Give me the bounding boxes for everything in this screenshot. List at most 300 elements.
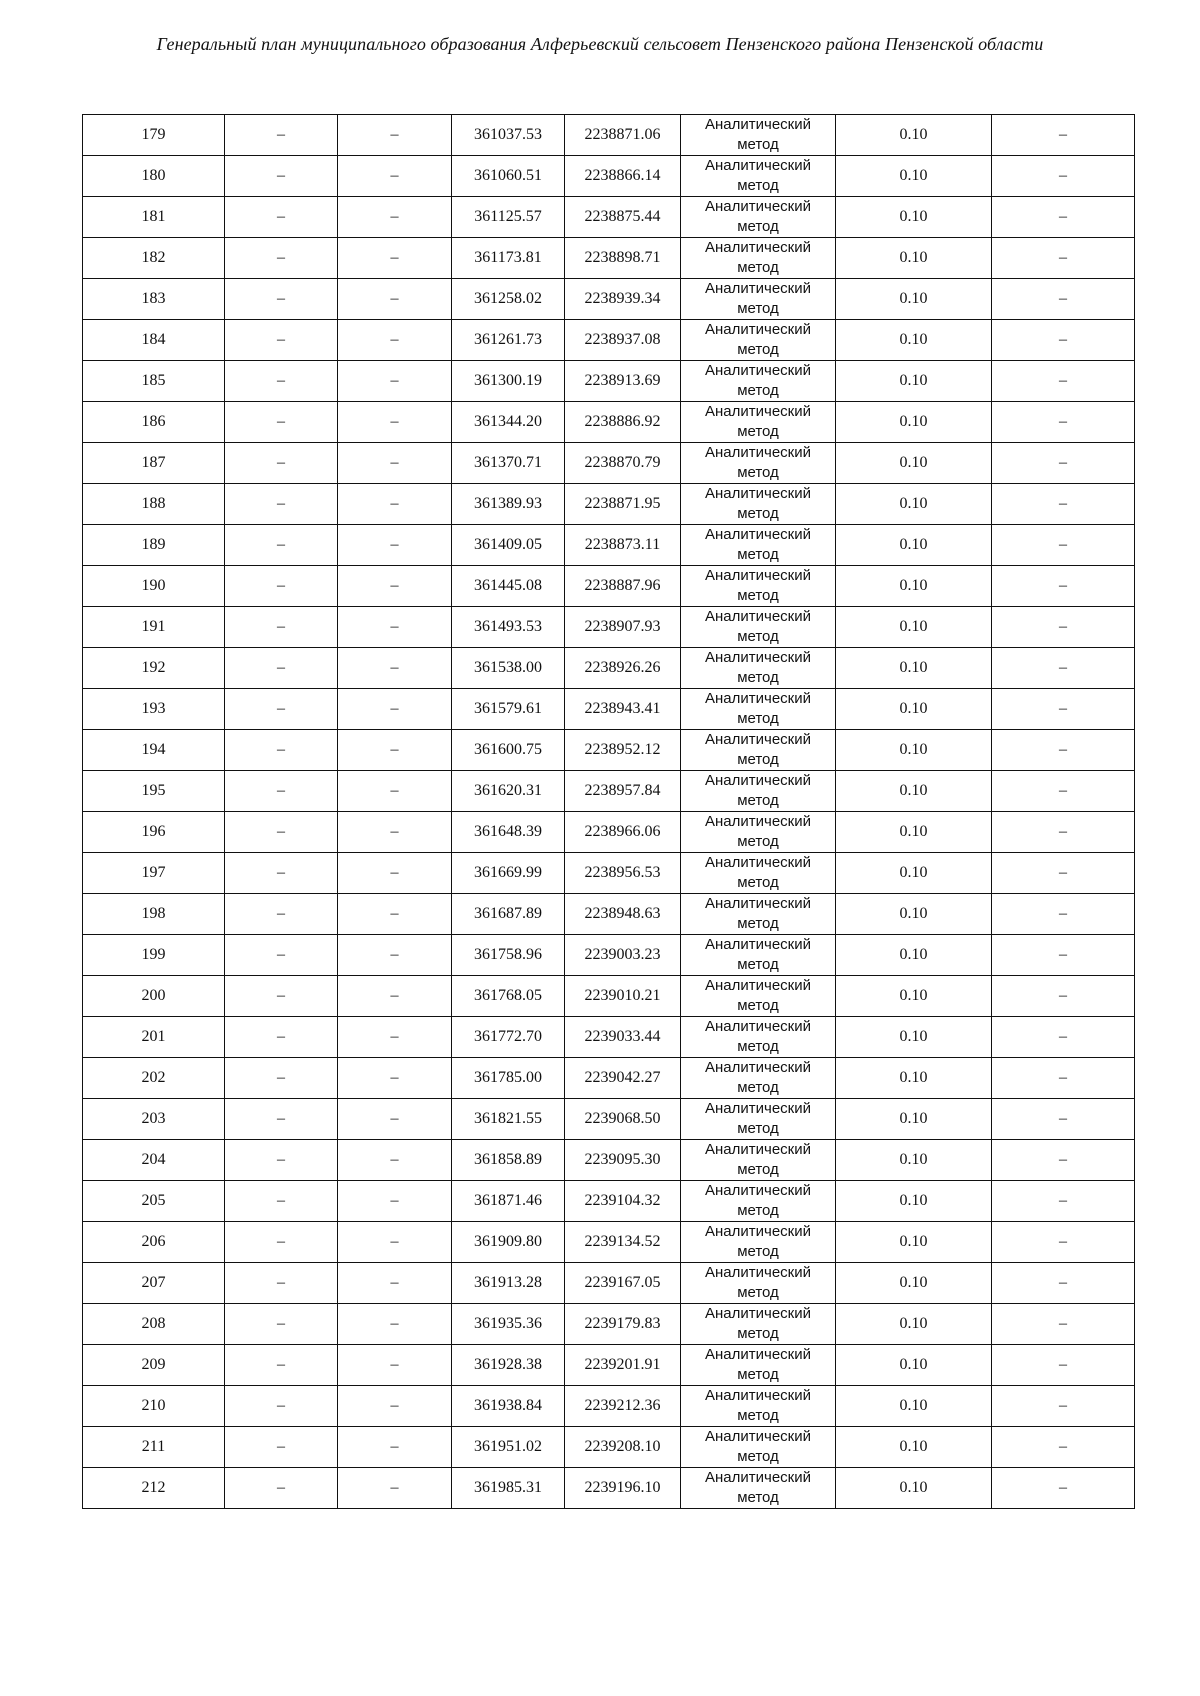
x-coordinate-cell: 361300.19 bbox=[452, 361, 565, 402]
accuracy-cell: 0.10 bbox=[836, 1386, 992, 1427]
accuracy-cell: 0.10 bbox=[836, 607, 992, 648]
accuracy-cell: 0.10 bbox=[836, 1017, 992, 1058]
column-8-cell: – bbox=[992, 976, 1135, 1017]
y-coordinate-cell: 2239104.32 bbox=[565, 1181, 681, 1222]
method-line-2: метод bbox=[737, 587, 779, 604]
accuracy-cell: 0.10 bbox=[836, 771, 992, 812]
point-number-cell: 180 bbox=[83, 156, 225, 197]
method-line-1: Аналитический bbox=[705, 485, 811, 502]
method-line-1: Аналитический bbox=[705, 1469, 811, 1486]
column-8-cell: – bbox=[992, 566, 1135, 607]
point-number-cell: 200 bbox=[83, 976, 225, 1017]
accuracy-cell: 0.10 bbox=[836, 197, 992, 238]
table-row bbox=[83, 1345, 1135, 1386]
y-coordinate-cell: 2239208.10 bbox=[565, 1427, 681, 1468]
accuracy-cell: 0.10 bbox=[836, 730, 992, 771]
table-row bbox=[83, 443, 1135, 484]
y-coordinate-cell: 2238937.08 bbox=[565, 320, 681, 361]
method-line-2: метод bbox=[737, 915, 779, 932]
method-cell bbox=[681, 402, 836, 443]
method-cell bbox=[681, 648, 836, 689]
method-line-1: Аналитический bbox=[705, 690, 811, 707]
method-cell bbox=[681, 1140, 836, 1181]
x-coordinate-cell: 361261.73 bbox=[452, 320, 565, 361]
method-line-1: Аналитический bbox=[705, 1387, 811, 1404]
method-cell bbox=[681, 1099, 836, 1140]
point-number-cell: 192 bbox=[83, 648, 225, 689]
accuracy-cell: 0.10 bbox=[836, 1345, 992, 1386]
method-line-1: Аналитический bbox=[705, 280, 811, 297]
column-8-cell: – bbox=[992, 197, 1135, 238]
accuracy-cell: 0.10 bbox=[836, 1058, 992, 1099]
column-2-cell: – bbox=[225, 1386, 338, 1427]
x-coordinate-cell: 361821.55 bbox=[452, 1099, 565, 1140]
point-number-cell: 208 bbox=[83, 1304, 225, 1345]
method-line-2: метод bbox=[737, 1243, 779, 1260]
column-2-cell: – bbox=[225, 1427, 338, 1468]
column-2-cell: – bbox=[225, 361, 338, 402]
table-row bbox=[83, 1099, 1135, 1140]
method-line-1: Аналитический bbox=[705, 157, 811, 174]
table-row bbox=[83, 853, 1135, 894]
y-coordinate-cell: 2239134.52 bbox=[565, 1222, 681, 1263]
column-2-cell: – bbox=[225, 1017, 338, 1058]
y-coordinate-cell: 2239196.10 bbox=[565, 1468, 681, 1509]
y-coordinate-cell: 2239201.91 bbox=[565, 1345, 681, 1386]
table-row bbox=[83, 689, 1135, 730]
column-2-cell: – bbox=[225, 771, 338, 812]
table-row bbox=[83, 1181, 1135, 1222]
x-coordinate-cell: 361344.20 bbox=[452, 402, 565, 443]
method-cell bbox=[681, 894, 836, 935]
y-coordinate-cell: 2238913.69 bbox=[565, 361, 681, 402]
accuracy-cell: 0.10 bbox=[836, 1222, 992, 1263]
y-coordinate-cell: 2238948.63 bbox=[565, 894, 681, 935]
method-line-2: метод bbox=[737, 1489, 779, 1506]
x-coordinate-cell: 361538.00 bbox=[452, 648, 565, 689]
method-cell bbox=[681, 525, 836, 566]
column-2-cell: – bbox=[225, 115, 338, 156]
column-3-cell: – bbox=[338, 1099, 452, 1140]
table-row bbox=[83, 402, 1135, 443]
column-3-cell: – bbox=[338, 935, 452, 976]
column-2-cell: – bbox=[225, 1099, 338, 1140]
column-3-cell: – bbox=[338, 279, 452, 320]
column-3-cell: – bbox=[338, 689, 452, 730]
x-coordinate-cell: 361687.89 bbox=[452, 894, 565, 935]
column-3-cell: – bbox=[338, 1427, 452, 1468]
column-3-cell: – bbox=[338, 648, 452, 689]
column-3-cell: – bbox=[338, 1222, 452, 1263]
method-cell bbox=[681, 361, 836, 402]
column-3-cell: – bbox=[338, 730, 452, 771]
point-number-cell: 189 bbox=[83, 525, 225, 566]
accuracy-cell: 0.10 bbox=[836, 525, 992, 566]
method-line-1: Аналитический bbox=[705, 1141, 811, 1158]
column-3-cell: – bbox=[338, 197, 452, 238]
column-2-cell: – bbox=[225, 197, 338, 238]
point-number-cell: 198 bbox=[83, 894, 225, 935]
column-8-cell: – bbox=[992, 1427, 1135, 1468]
accuracy-cell: 0.10 bbox=[836, 894, 992, 935]
point-number-cell: 179 bbox=[83, 115, 225, 156]
column-3-cell: – bbox=[338, 238, 452, 279]
column-8-cell: – bbox=[992, 1058, 1135, 1099]
column-8-cell: – bbox=[992, 1263, 1135, 1304]
point-number-cell: 211 bbox=[83, 1427, 225, 1468]
accuracy-cell: 0.10 bbox=[836, 566, 992, 607]
y-coordinate-cell: 2238870.79 bbox=[565, 443, 681, 484]
method-line-2: метод bbox=[737, 751, 779, 768]
point-number-cell: 210 bbox=[83, 1386, 225, 1427]
table-row bbox=[83, 730, 1135, 771]
accuracy-cell: 0.10 bbox=[836, 935, 992, 976]
table-row bbox=[83, 320, 1135, 361]
x-coordinate-cell: 361938.84 bbox=[452, 1386, 565, 1427]
y-coordinate-cell: 2238943.41 bbox=[565, 689, 681, 730]
accuracy-cell: 0.10 bbox=[836, 1304, 992, 1345]
method-line-2: метод bbox=[737, 710, 779, 727]
accuracy-cell: 0.10 bbox=[836, 812, 992, 853]
column-2-cell: – bbox=[225, 812, 338, 853]
method-line-1: Аналитический bbox=[705, 362, 811, 379]
point-number-cell: 205 bbox=[83, 1181, 225, 1222]
column-8-cell: – bbox=[992, 648, 1135, 689]
column-3-cell: – bbox=[338, 361, 452, 402]
point-number-cell: 185 bbox=[83, 361, 225, 402]
method-line-2: метод bbox=[737, 1407, 779, 1424]
column-8-cell: – bbox=[992, 1386, 1135, 1427]
column-2-cell: – bbox=[225, 1222, 338, 1263]
column-8-cell: – bbox=[992, 1304, 1135, 1345]
table-row bbox=[83, 771, 1135, 812]
y-coordinate-cell: 2238871.95 bbox=[565, 484, 681, 525]
method-cell bbox=[681, 1017, 836, 1058]
y-coordinate-cell: 2238875.44 bbox=[565, 197, 681, 238]
column-8-cell: – bbox=[992, 1099, 1135, 1140]
column-8-cell: – bbox=[992, 1468, 1135, 1509]
table-row bbox=[83, 1263, 1135, 1304]
column-8-cell: – bbox=[992, 402, 1135, 443]
table-row bbox=[83, 935, 1135, 976]
method-cell bbox=[681, 1304, 836, 1345]
method-cell bbox=[681, 1058, 836, 1099]
method-line-1: Аналитический bbox=[705, 731, 811, 748]
column-2-cell: – bbox=[225, 156, 338, 197]
x-coordinate-cell: 361785.00 bbox=[452, 1058, 565, 1099]
table-row bbox=[83, 1468, 1135, 1509]
column-8-cell: – bbox=[992, 361, 1135, 402]
x-coordinate-cell: 361389.93 bbox=[452, 484, 565, 525]
y-coordinate-cell: 2238887.96 bbox=[565, 566, 681, 607]
method-line-2: метод bbox=[737, 1161, 779, 1178]
column-2-cell: – bbox=[225, 730, 338, 771]
y-coordinate-cell: 2238966.06 bbox=[565, 812, 681, 853]
method-line-1: Аналитический bbox=[705, 403, 811, 420]
column-8-cell: – bbox=[992, 443, 1135, 484]
method-cell bbox=[681, 156, 836, 197]
table-row bbox=[83, 1304, 1135, 1345]
accuracy-cell: 0.10 bbox=[836, 320, 992, 361]
method-line-1: Аналитический bbox=[705, 321, 811, 338]
method-line-2: метод bbox=[737, 628, 779, 645]
method-line-2: метод bbox=[737, 382, 779, 399]
column-3-cell: – bbox=[338, 1468, 452, 1509]
point-number-cell: 182 bbox=[83, 238, 225, 279]
method-line-2: метод bbox=[737, 1284, 779, 1301]
method-line-2: метод bbox=[737, 956, 779, 973]
method-line-1: Аналитический bbox=[705, 444, 811, 461]
y-coordinate-cell: 2239033.44 bbox=[565, 1017, 681, 1058]
x-coordinate-cell: 361258.02 bbox=[452, 279, 565, 320]
point-number-cell: 194 bbox=[83, 730, 225, 771]
method-line-1: Аналитический bbox=[705, 239, 811, 256]
point-number-cell: 202 bbox=[83, 1058, 225, 1099]
column-2-cell: – bbox=[225, 689, 338, 730]
point-number-cell: 187 bbox=[83, 443, 225, 484]
column-3-cell: – bbox=[338, 812, 452, 853]
method-cell bbox=[681, 771, 836, 812]
x-coordinate-cell: 361579.61 bbox=[452, 689, 565, 730]
table-row bbox=[83, 525, 1135, 566]
x-coordinate-cell: 361620.31 bbox=[452, 771, 565, 812]
method-line-1: Аналитический bbox=[705, 895, 811, 912]
y-coordinate-cell: 2239167.05 bbox=[565, 1263, 681, 1304]
x-coordinate-cell: 361768.05 bbox=[452, 976, 565, 1017]
method-line-1: Аналитический bbox=[705, 526, 811, 543]
column-8-cell: – bbox=[992, 812, 1135, 853]
table-row bbox=[83, 1058, 1135, 1099]
y-coordinate-cell: 2239003.23 bbox=[565, 935, 681, 976]
method-line-1: Аналитический bbox=[705, 1346, 811, 1363]
y-coordinate-cell: 2238871.06 bbox=[565, 115, 681, 156]
method-line-2: метод bbox=[737, 1079, 779, 1096]
accuracy-cell: 0.10 bbox=[836, 484, 992, 525]
column-3-cell: – bbox=[338, 771, 452, 812]
x-coordinate-cell: 361909.80 bbox=[452, 1222, 565, 1263]
column-2-cell: – bbox=[225, 1345, 338, 1386]
column-3-cell: – bbox=[338, 1386, 452, 1427]
method-cell bbox=[681, 976, 836, 1017]
column-3-cell: – bbox=[338, 525, 452, 566]
column-3-cell: – bbox=[338, 1017, 452, 1058]
accuracy-cell: 0.10 bbox=[836, 279, 992, 320]
accuracy-cell: 0.10 bbox=[836, 1468, 992, 1509]
x-coordinate-cell: 361409.05 bbox=[452, 525, 565, 566]
method-line-2: метод bbox=[737, 1325, 779, 1342]
point-number-cell: 203 bbox=[83, 1099, 225, 1140]
column-2-cell: – bbox=[225, 853, 338, 894]
method-line-2: метод bbox=[737, 259, 779, 276]
column-8-cell: – bbox=[992, 484, 1135, 525]
y-coordinate-cell: 2239095.30 bbox=[565, 1140, 681, 1181]
method-cell bbox=[681, 730, 836, 771]
x-coordinate-cell: 361445.08 bbox=[452, 566, 565, 607]
method-cell bbox=[681, 1263, 836, 1304]
column-8-cell: – bbox=[992, 894, 1135, 935]
method-line-1: Аналитический bbox=[705, 977, 811, 994]
column-2-cell: – bbox=[225, 279, 338, 320]
table-row bbox=[83, 361, 1135, 402]
column-8-cell: – bbox=[992, 1181, 1135, 1222]
method-line-1: Аналитический bbox=[705, 649, 811, 666]
accuracy-cell: 0.10 bbox=[836, 689, 992, 730]
table-row bbox=[83, 1140, 1135, 1181]
point-number-cell: 201 bbox=[83, 1017, 225, 1058]
table-row bbox=[83, 648, 1135, 689]
accuracy-cell: 0.10 bbox=[836, 648, 992, 689]
accuracy-cell: 0.10 bbox=[836, 1181, 992, 1222]
method-cell bbox=[681, 607, 836, 648]
point-number-cell: 204 bbox=[83, 1140, 225, 1181]
method-line-1: Аналитический bbox=[705, 116, 811, 133]
method-line-1: Аналитический bbox=[705, 1223, 811, 1240]
column-3-cell: – bbox=[338, 1058, 452, 1099]
column-2-cell: – bbox=[225, 238, 338, 279]
column-2-cell: – bbox=[225, 320, 338, 361]
x-coordinate-cell: 361871.46 bbox=[452, 1181, 565, 1222]
table-row bbox=[83, 1386, 1135, 1427]
y-coordinate-cell: 2238907.93 bbox=[565, 607, 681, 648]
column-2-cell: – bbox=[225, 1181, 338, 1222]
point-number-cell: 191 bbox=[83, 607, 225, 648]
point-number-cell: 190 bbox=[83, 566, 225, 607]
column-3-cell: – bbox=[338, 894, 452, 935]
y-coordinate-cell: 2238957.84 bbox=[565, 771, 681, 812]
method-line-2: метод bbox=[737, 341, 779, 358]
method-cell bbox=[681, 1468, 836, 1509]
column-8-cell: – bbox=[992, 730, 1135, 771]
table-row bbox=[83, 566, 1135, 607]
point-number-cell: 196 bbox=[83, 812, 225, 853]
column-8-cell: – bbox=[992, 525, 1135, 566]
y-coordinate-cell: 2239010.21 bbox=[565, 976, 681, 1017]
column-8-cell: – bbox=[992, 156, 1135, 197]
y-coordinate-cell: 2238898.71 bbox=[565, 238, 681, 279]
method-cell bbox=[681, 1427, 836, 1468]
column-8-cell: – bbox=[992, 771, 1135, 812]
method-line-1: Аналитический bbox=[705, 1182, 811, 1199]
method-cell bbox=[681, 279, 836, 320]
column-2-cell: – bbox=[225, 525, 338, 566]
method-line-2: метод bbox=[737, 1366, 779, 1383]
point-number-cell: 195 bbox=[83, 771, 225, 812]
method-cell bbox=[681, 443, 836, 484]
method-line-1: Аналитический bbox=[705, 198, 811, 215]
point-number-cell: 199 bbox=[83, 935, 225, 976]
method-line-1: Аналитический bbox=[705, 1264, 811, 1281]
y-coordinate-cell: 2238873.11 bbox=[565, 525, 681, 566]
table-row bbox=[83, 976, 1135, 1017]
column-2-cell: – bbox=[225, 1263, 338, 1304]
column-2-cell: – bbox=[225, 1058, 338, 1099]
table-row bbox=[83, 1427, 1135, 1468]
y-coordinate-cell: 2238939.34 bbox=[565, 279, 681, 320]
column-8-cell: – bbox=[992, 238, 1135, 279]
column-2-cell: – bbox=[225, 648, 338, 689]
column-2-cell: – bbox=[225, 484, 338, 525]
method-line-1: Аналитический bbox=[705, 1018, 811, 1035]
method-line-2: метод bbox=[737, 833, 779, 850]
column-3-cell: – bbox=[338, 1181, 452, 1222]
method-line-2: метод bbox=[737, 1202, 779, 1219]
method-line-1: Аналитический bbox=[705, 1305, 811, 1322]
column-3-cell: – bbox=[338, 1304, 452, 1345]
column-8-cell: – bbox=[992, 1222, 1135, 1263]
column-2-cell: – bbox=[225, 935, 338, 976]
y-coordinate-cell: 2238926.26 bbox=[565, 648, 681, 689]
x-coordinate-cell: 361758.96 bbox=[452, 935, 565, 976]
method-cell bbox=[681, 484, 836, 525]
point-number-cell: 206 bbox=[83, 1222, 225, 1263]
x-coordinate-cell: 361648.39 bbox=[452, 812, 565, 853]
x-coordinate-cell: 361037.53 bbox=[452, 115, 565, 156]
column-8-cell: – bbox=[992, 935, 1135, 976]
method-line-1: Аналитический bbox=[705, 1059, 811, 1076]
column-8-cell: – bbox=[992, 320, 1135, 361]
page-header: Генеральный план муниципального образования Алферьевский сельсовет Пензенского района Пензенской области bbox=[156, 34, 1044, 54]
method-cell bbox=[681, 115, 836, 156]
point-number-cell: 209 bbox=[83, 1345, 225, 1386]
column-3-cell: – bbox=[338, 484, 452, 525]
method-line-2: метод bbox=[737, 218, 779, 235]
method-line-2: метод bbox=[737, 874, 779, 891]
column-3-cell: – bbox=[338, 607, 452, 648]
accuracy-cell: 0.10 bbox=[836, 115, 992, 156]
method-line-1: Аналитический bbox=[705, 608, 811, 625]
method-cell bbox=[681, 689, 836, 730]
column-3-cell: – bbox=[338, 1140, 452, 1181]
column-2-cell: – bbox=[225, 1468, 338, 1509]
column-2-cell: – bbox=[225, 607, 338, 648]
point-number-cell: 212 bbox=[83, 1468, 225, 1509]
method-line-2: метод bbox=[737, 136, 779, 153]
point-number-cell: 181 bbox=[83, 197, 225, 238]
table-row bbox=[83, 279, 1135, 320]
x-coordinate-cell: 361173.81 bbox=[452, 238, 565, 279]
x-coordinate-cell: 361985.31 bbox=[452, 1468, 565, 1509]
column-8-cell: – bbox=[992, 607, 1135, 648]
y-coordinate-cell: 2239068.50 bbox=[565, 1099, 681, 1140]
table-row bbox=[83, 1222, 1135, 1263]
column-2-cell: – bbox=[225, 402, 338, 443]
x-coordinate-cell: 361493.53 bbox=[452, 607, 565, 648]
accuracy-cell: 0.10 bbox=[836, 1099, 992, 1140]
column-2-cell: – bbox=[225, 894, 338, 935]
accuracy-cell: 0.10 bbox=[836, 976, 992, 1017]
column-3-cell: – bbox=[338, 156, 452, 197]
column-3-cell: – bbox=[338, 566, 452, 607]
x-coordinate-cell: 361913.28 bbox=[452, 1263, 565, 1304]
method-line-2: метод bbox=[737, 1120, 779, 1137]
table-row bbox=[83, 812, 1135, 853]
y-coordinate-cell: 2239042.27 bbox=[565, 1058, 681, 1099]
method-cell bbox=[681, 1222, 836, 1263]
column-8-cell: – bbox=[992, 279, 1135, 320]
column-8-cell: – bbox=[992, 853, 1135, 894]
method-line-1: Аналитический bbox=[705, 567, 811, 584]
point-number-cell: 197 bbox=[83, 853, 225, 894]
column-3-cell: – bbox=[338, 115, 452, 156]
x-coordinate-cell: 361060.51 bbox=[452, 156, 565, 197]
table-row bbox=[83, 1017, 1135, 1058]
y-coordinate-cell: 2239212.36 bbox=[565, 1386, 681, 1427]
column-3-cell: – bbox=[338, 1345, 452, 1386]
method-line-2: метод bbox=[737, 1038, 779, 1055]
coordinates-table bbox=[82, 114, 1135, 1509]
y-coordinate-cell: 2238866.14 bbox=[565, 156, 681, 197]
table-row bbox=[83, 197, 1135, 238]
